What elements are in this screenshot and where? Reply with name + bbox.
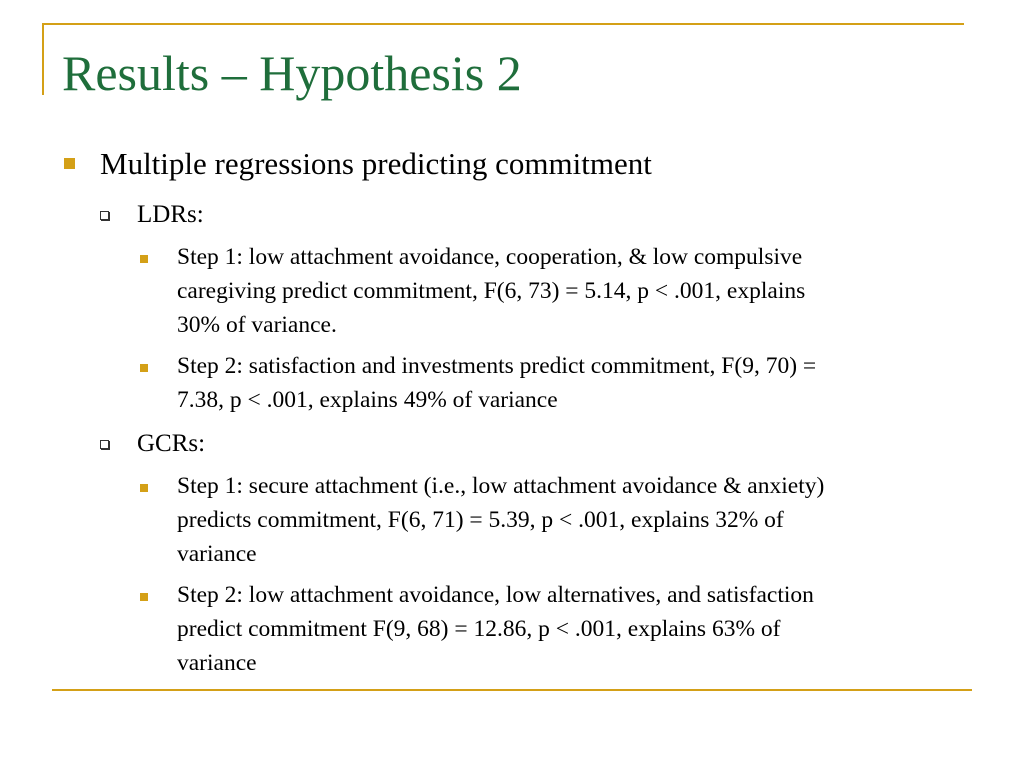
group-gcrs-checkbox-icon [100, 440, 109, 449]
group-ldrs-label: LDRs: [137, 201, 204, 228]
gcrs-step2-line2: predict commitment F(9, 68) = 12.86, p < .001, explains 63% of [177, 616, 781, 642]
frame-left-line [42, 23, 44, 95]
frame-bottom-line [52, 689, 972, 691]
gcrs-step1-text [177, 469, 977, 571]
gcrs-step2-line3: variance [177, 650, 257, 676]
ldrs-step1-text [177, 240, 977, 342]
gcrs-step2-text [177, 578, 977, 680]
ldrs-step1-line2: caregiving predict commitment, F(6, 73) = 5.14, p < .001, explains [177, 278, 806, 304]
level1-text: Multiple regressions predicting commitment [100, 146, 652, 181]
gcrs-step1-line3: variance [177, 541, 257, 567]
gcrs-step1-bullet-icon [140, 484, 148, 492]
slide-title: Results – Hypothesis 2 [62, 45, 522, 101]
frame-top-line [42, 23, 964, 25]
group-gcrs-label: GCRs: [137, 430, 206, 457]
gcrs-step1-line2: predicts commitment, F(6, 71) = 5.39, p < .001, explains 32% of [177, 507, 784, 533]
ldrs-step1-line1: Step 1: low attachment avoidance, cooperation, & low compulsive [177, 244, 803, 270]
ldrs-step2-bullet-icon [140, 364, 148, 372]
ldrs-step1-line3: 30% of variance. [177, 312, 337, 338]
level1-bullet-icon [64, 158, 75, 169]
ldrs-step2-line2: 7.38, p < .001, explains 49% of variance [177, 387, 558, 413]
gcrs-step2-line1: Step 2: low attachment avoidance, low alternatives, and satisfaction [177, 582, 814, 608]
gcrs-step1-line1: Step 1: secure attachment (i.e., low attachment avoidance & anxiety) [177, 473, 825, 499]
gcrs-step2-bullet-icon [140, 593, 148, 601]
ldrs-step2-line1: Step 2: satisfaction and investments predict commitment, F(9, 70) = [177, 353, 817, 379]
ldrs-step2-text [177, 349, 977, 417]
group-ldrs-checkbox-icon [100, 211, 109, 220]
ldrs-step1-bullet-icon [140, 255, 148, 263]
